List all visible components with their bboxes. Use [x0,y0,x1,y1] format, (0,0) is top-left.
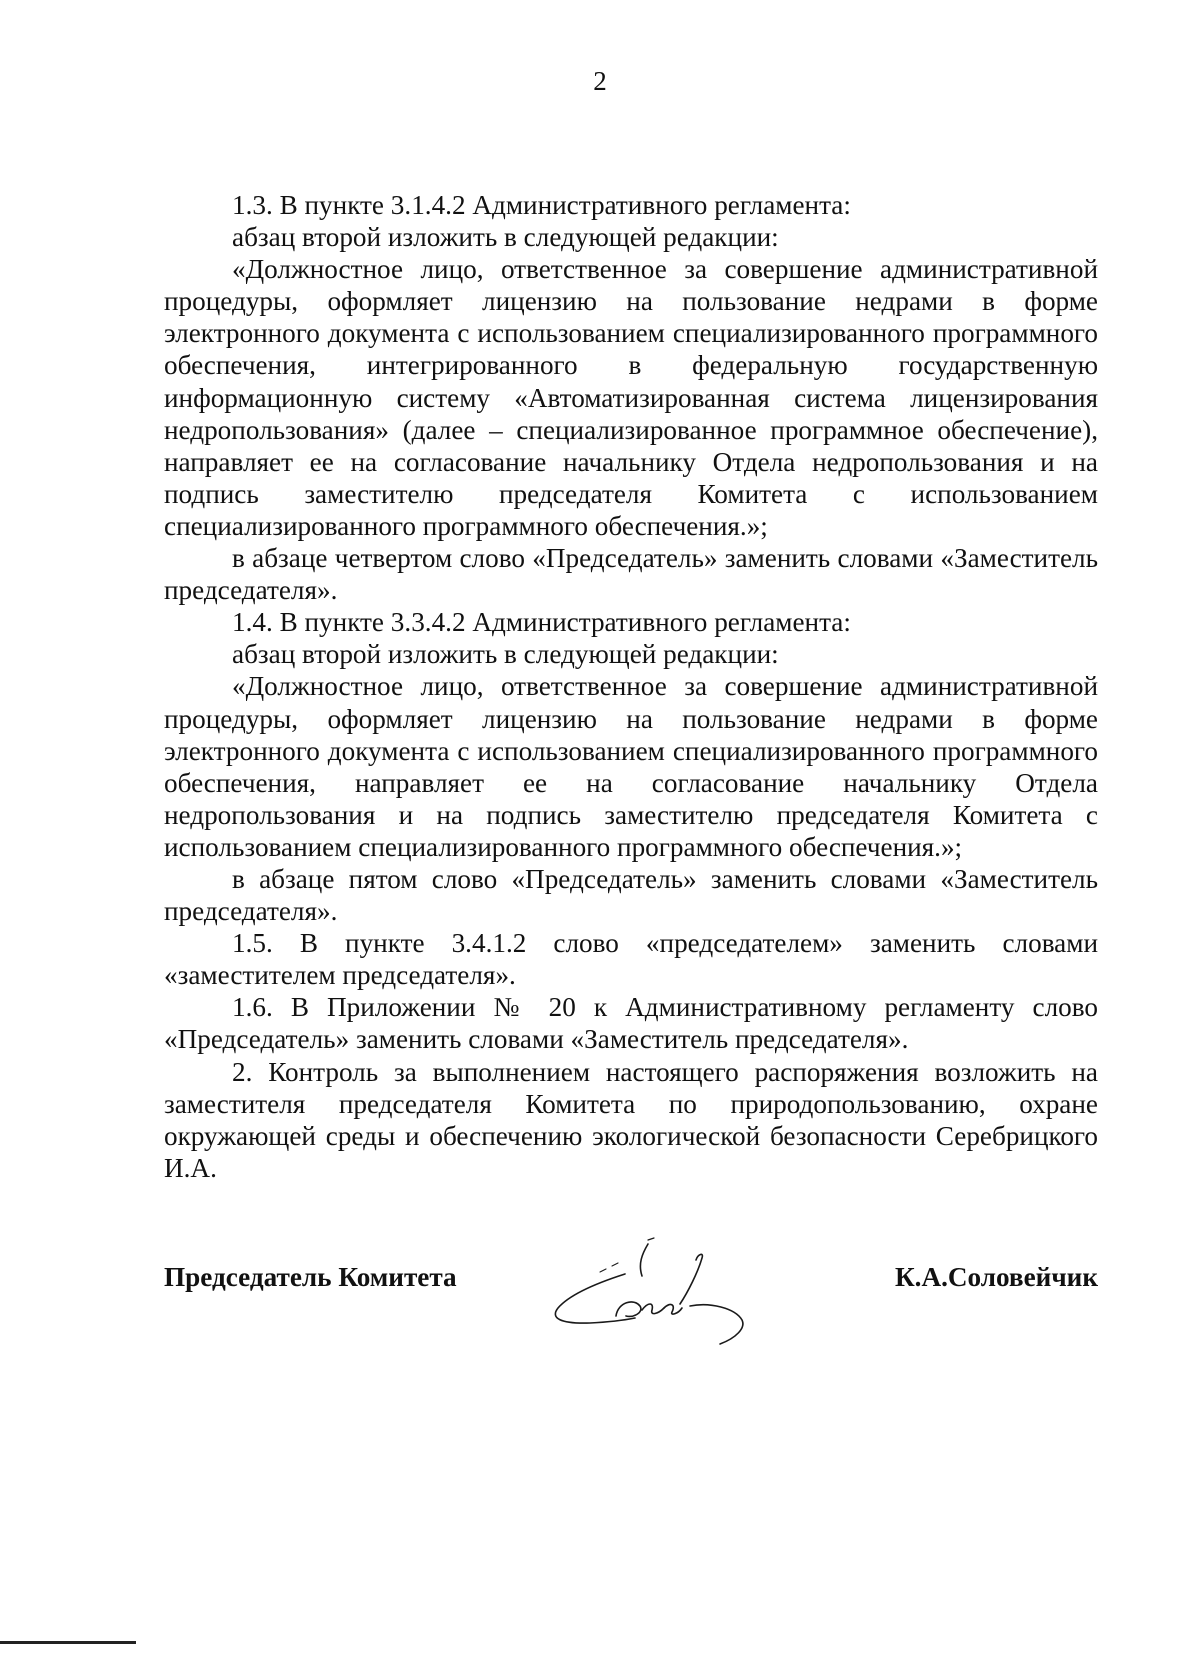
handwritten-signature [530,1232,800,1352]
paragraph-1-4-new-text: «Должностное лицо, ответственное за совершение административной процедуры, оформляет лицензию на пользование недрами в форме электронного документа с использованием специализированного программного обеспечения, направляет ее на согласование начальнику Отдела недропользования и на подпись заместителю председателя Комитета с использованием специализированного программного обеспечения.»; [164,671,1098,862]
paragraph-1-3-replacement: в абзаце четвертом слово «Председатель» заменить словами «Заместитель председателя». [164,543,1098,606]
paragraph-2: 2. Контроль за выполнением настоящего распоряжения возложить на заместителя председателя Комитета по природопользованию, охране окружающей среды и обеспечению экологической безопасности Серебрицкого И.А. [164,1056,1098,1183]
paragraph-1-4-instruction: абзац второй изложить в следующей редакции: [232,639,779,670]
paragraph-1-5: 1.5. В пункте 3.4.1.2 слово «председателем» заменить словами «заместителем председателя». [164,928,1098,991]
document-body [164,189,1098,1184]
paragraph-1-3-instruction: абзац второй изложить в следующей редакции: [232,222,779,253]
paragraph-1-4-heading: 1.4. В пункте 3.3.4.2 Административного регламента: [232,607,851,638]
paragraph-1-3-heading: 1.3. В пункте 3.1.4.2 Административного регламента: [232,190,851,220]
paragraph-1-6: 1.6. В Приложении № 20 к Административному регламенту слово «Председатель» заменить словами «Заместитель председателя». [164,992,1098,1055]
signatory-title: Председатель Комитета [164,1262,457,1292]
paragraph-1-4-replacement: в абзаце пятом слово «Председатель» заменить словами «Заместитель председателя». [164,863,1098,927]
signatory-name: К.А.Соловейчик [894,1262,1098,1292]
page-edge-line [0,1641,136,1644]
page-number: 2 [593,66,607,96]
paragraph-1-3-new-text: «Должностное лицо, ответственное за совершение административной процедуры, оформляет лицензию на пользование недрами в форме электронного документа с использованием специализированного программного обеспечения, интегрированного в федеральную государственную информационную систему «Автоматизированная система лицензирования недропользования» (далее – специализированное программное обеспечение), направляет ее на согласование начальнику Отдела недропользования и на подпись заместителю председателя Комитета с использованием специализированного программного обеспечения.»; [164,254,1098,541]
